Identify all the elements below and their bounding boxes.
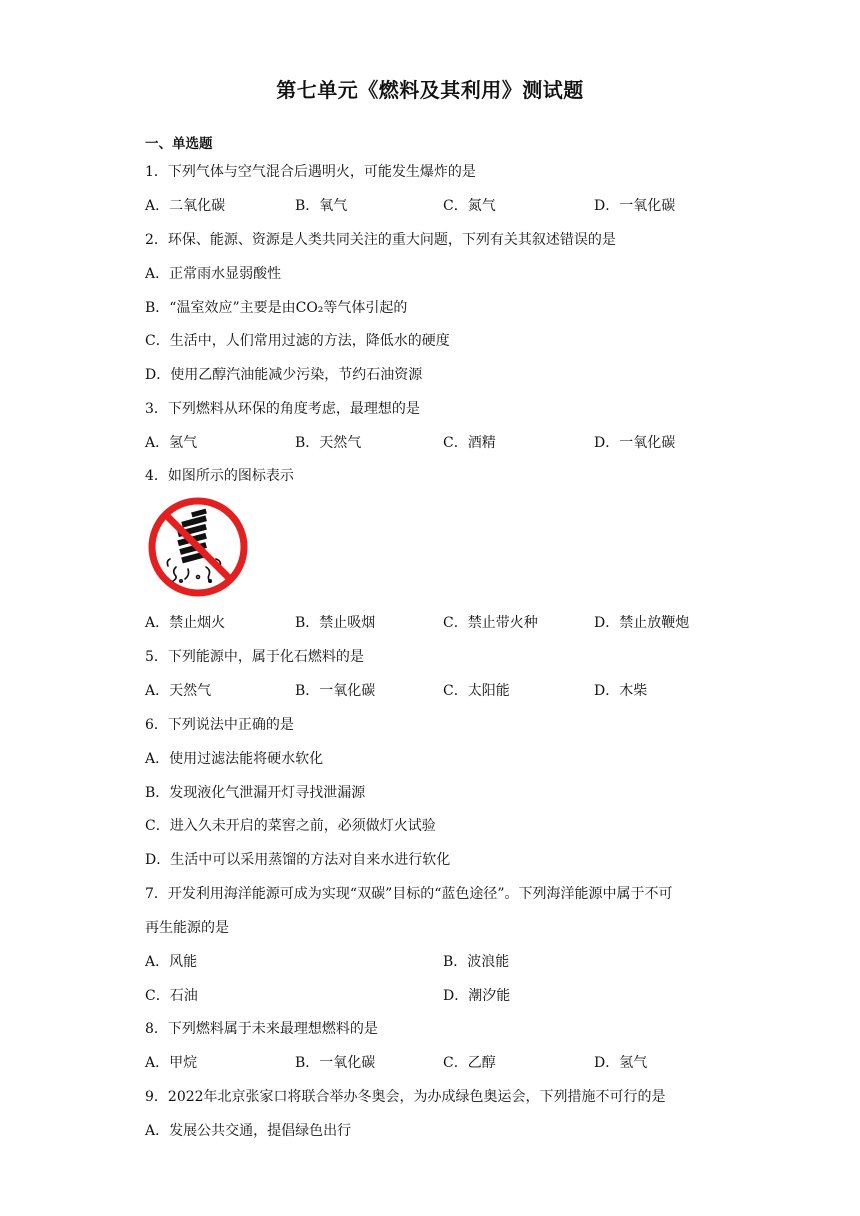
- q1-option-a: A．二氧化碳: [145, 198, 226, 214]
- q8-option-c: C．乙醇: [443, 1055, 496, 1071]
- q3-option-c: C．酒精: [443, 435, 496, 451]
- q5-option-a: A．天然气: [145, 683, 212, 699]
- q1-option-b: B．氧气: [295, 198, 348, 214]
- q3-option-d: D．一氧化碳: [594, 435, 676, 451]
- question-4-stem: 4．如图所示的图标表示: [145, 468, 294, 484]
- q2-option-c: C．生活中，人们常用过滤的方法，降低水的硬度: [145, 333, 450, 349]
- q7-option-c: C．石油: [145, 988, 198, 1004]
- q8-option-d: D．氢气: [594, 1055, 648, 1071]
- q1-option-d: D．一氧化碳: [594, 198, 676, 214]
- q5-option-c: C．太阳能: [443, 683, 510, 699]
- question-2-stem: 2．环保、能源、资源是人类共同关注的重大问题，下列有关其叙述错误的是: [145, 232, 616, 248]
- q6-option-c: C．进入久未开启的菜窖之前，必须做灯火试验: [145, 818, 436, 834]
- q3-option-a: A．氢气: [145, 435, 198, 451]
- question-5-stem: 5．下列能源中，属于化石燃料的是: [145, 649, 364, 665]
- page-title: 第七单元《燃料及其利用》测试题: [276, 78, 584, 102]
- q7-option-a: A．风能: [145, 954, 198, 970]
- question-1-stem: 1．下列气体与空气混合后遇明火，可能发生爆炸的是: [145, 164, 476, 180]
- q3-option-b: B．天然气: [295, 435, 362, 451]
- q8-option-b: B．一氧化碳: [295, 1055, 376, 1071]
- q4-option-b: B．禁止吸烟: [295, 615, 376, 631]
- question-7-stem-line-1: 7．开发利用海洋能源可成为实现“双碳”目标的“蓝色途径”。下列海洋能源中属于不可: [145, 886, 673, 902]
- q4-option-d: D．禁止放鞭炮: [594, 615, 690, 631]
- q8-option-a: A．甲烷: [145, 1055, 198, 1071]
- section-heading: 一、单选题: [145, 136, 213, 152]
- question-9-stem: 9．2022年北京张家口将联合举办冬奥会，为办成绿色奥运会，下列措施不可行的是: [145, 1089, 666, 1105]
- q6-option-a: A．使用过滤法能将硬水软化: [145, 751, 324, 767]
- question-8-stem: 8．下列燃料属于未来最理想燃料的是: [145, 1021, 378, 1037]
- q6-option-d: D．生活中可以采用蒸馏的方法对自来水进行软化: [145, 852, 451, 868]
- q4-option-a: A．禁止烟火: [145, 615, 226, 631]
- q7-option-d: D．潮汐能: [443, 988, 511, 1004]
- no-firecrackers-icon: [148, 497, 248, 597]
- q5-option-b: B．一氧化碳: [295, 683, 376, 699]
- question-3-stem: 3．下列燃料从环保的角度考虑，最理想的是: [145, 401, 420, 417]
- q1-option-c: C．氮气: [443, 198, 496, 214]
- q2-option-a: A．正常雨水显弱酸性: [145, 266, 282, 282]
- q4-option-c: C．禁止带火种: [443, 615, 538, 631]
- q6-option-b: B．发现液化气泄漏开灯寻找泄漏源: [145, 785, 366, 801]
- q7-option-b: B．波浪能: [443, 954, 510, 970]
- q2-option-b: B．“温室效应”主要是由CO₂等气体引起的: [145, 300, 408, 316]
- question-6-stem: 6．下列说法中正确的是: [145, 717, 294, 733]
- question-7-stem-line-2: 再生能源的是: [145, 920, 229, 936]
- q2-option-d: D．使用乙醇汽油能减少污染，节约石油资源: [145, 367, 423, 383]
- q9-option-a: A．发展公共交通，提倡绿色出行: [145, 1123, 352, 1139]
- q5-option-d: D．木柴: [594, 683, 648, 699]
